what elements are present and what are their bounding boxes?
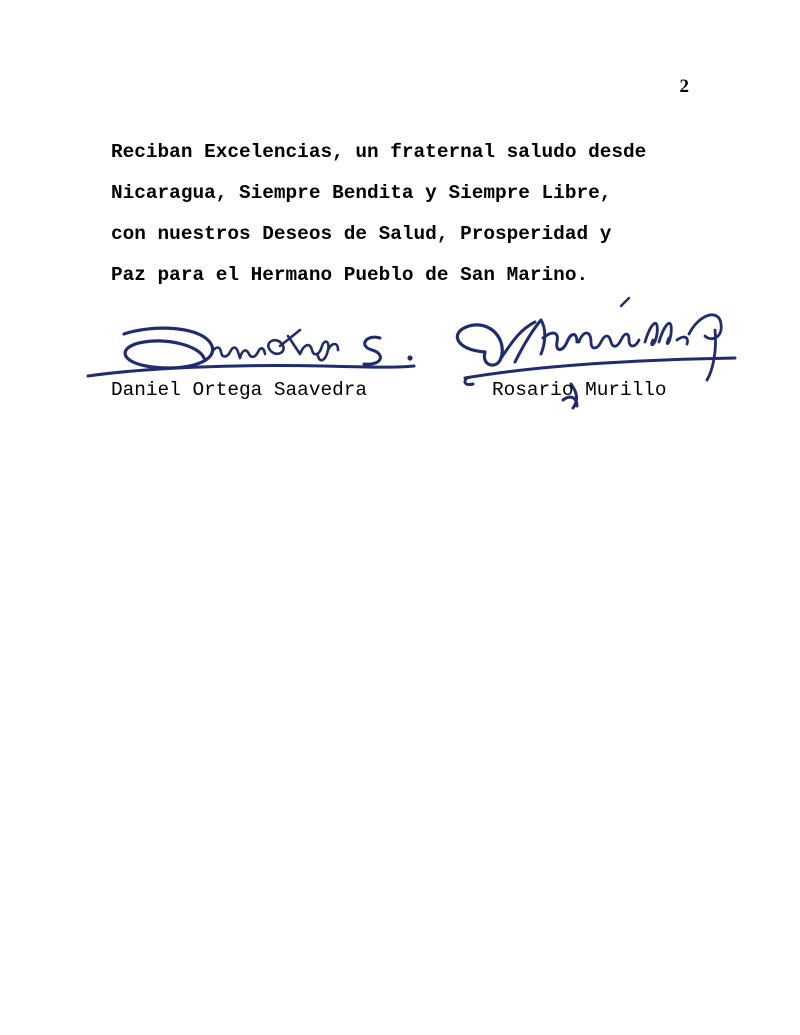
letter-line-4: Paz para el Hermano Pueblo de San Marino. [111,264,589,286]
letter-line-1: Reciban Excelencias, un fraternal saludo desde [111,141,647,163]
page-number: 2 [679,76,689,97]
signature-murillo [445,290,745,430]
signatory-name-left: Daniel Ortega Saavedra [111,379,367,401]
letter-body [111,132,711,296]
signature-ortega [84,316,424,386]
letter-line-2: Nicaragua, Siempre Bendita y Siempre Libre, [111,182,612,204]
signatory-name-right: Rosario Murillo [492,379,667,401]
letter-line-3: con nuestros Deseos de Salud, Prosperidad y [111,223,612,245]
